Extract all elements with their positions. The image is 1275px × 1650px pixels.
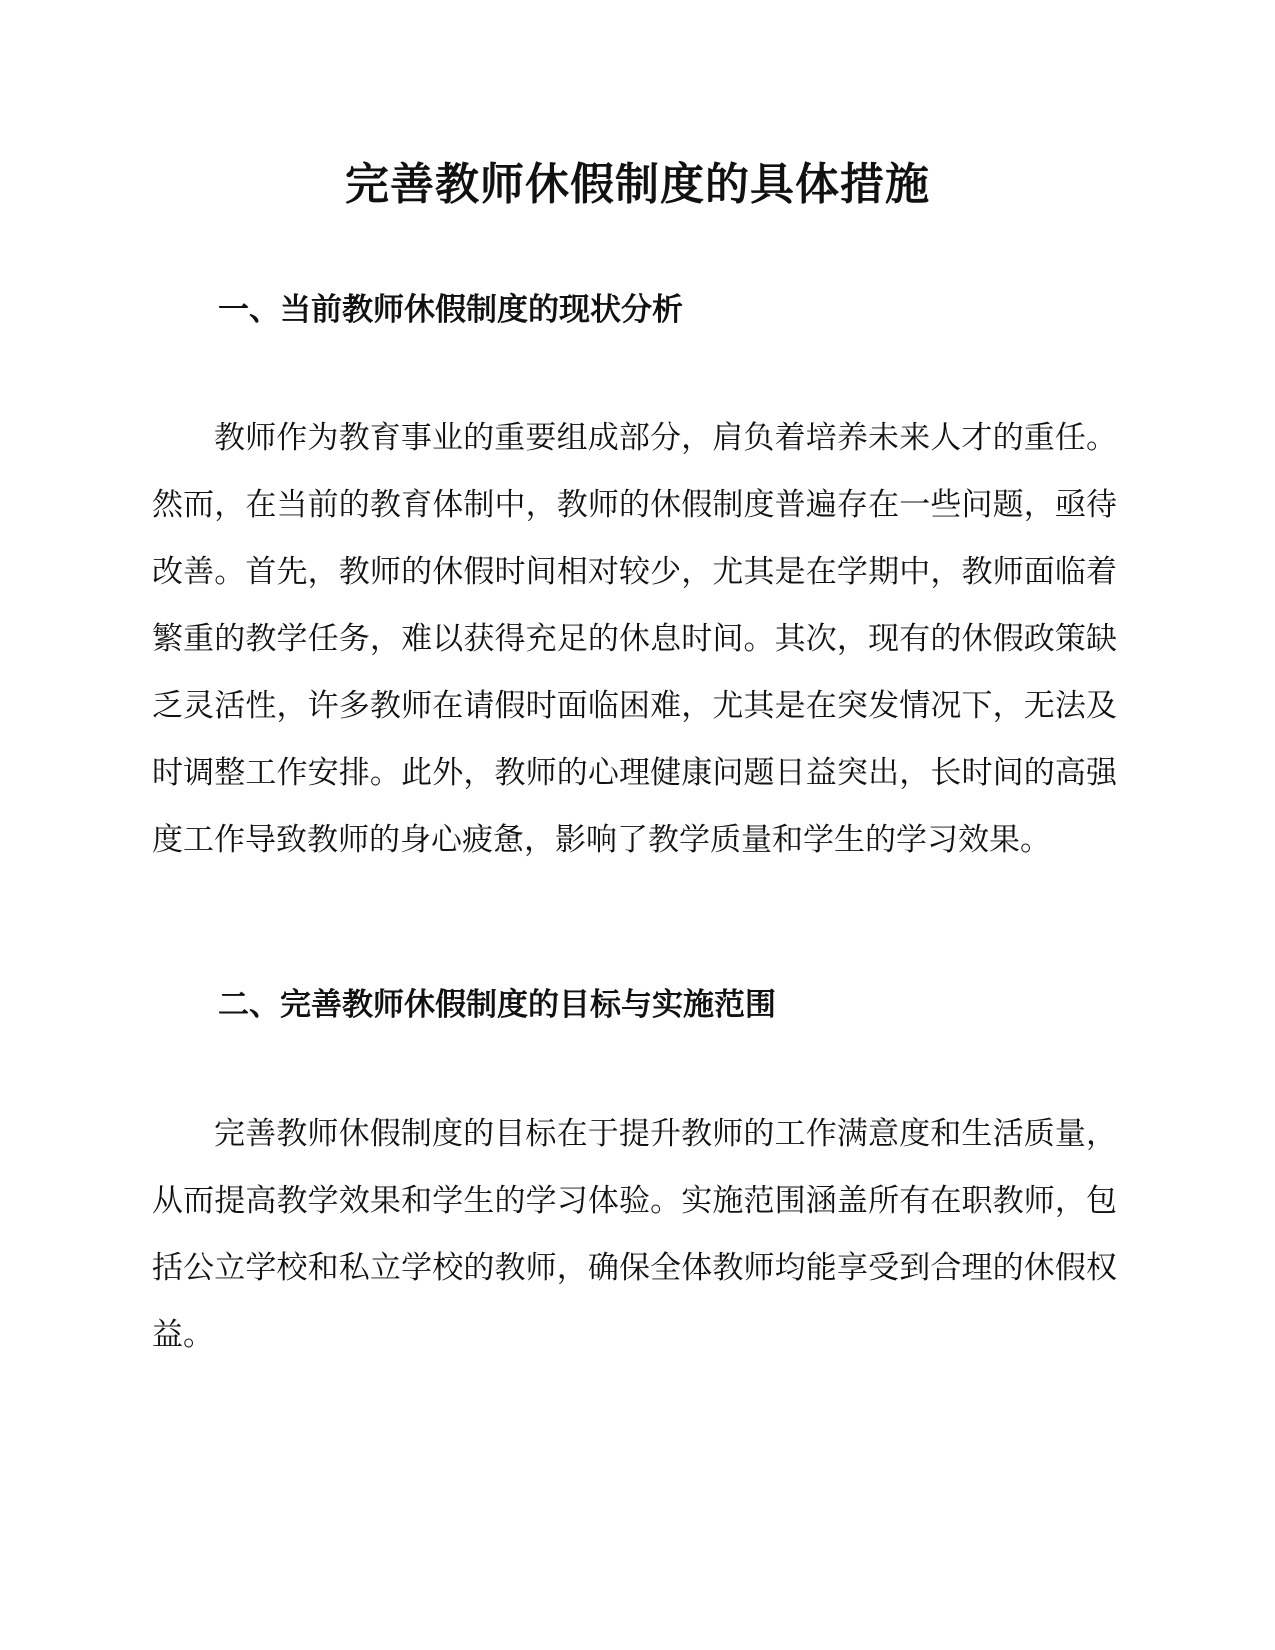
section-2-paragraph: 完善教师休假制度的目标在于提升教师的工作满意度和生活质量，从而提高教学效果和学生的学习体验。实施范围涵盖所有在职教师，包括公立学校和私立学校的教师，确保全体教师均能享受到合理的休假权益。 <box>152 1116 1117 1353</box>
section-2-heading: 二、完善教师休假制度的目标与实施范围 <box>218 987 776 1023</box>
document-title: 完善教师休假制度的具体措施 <box>345 159 930 210</box>
section-1-heading: 一、当前教师休假制度的现状分析 <box>218 292 683 328</box>
section-1-paragraph: 教师作为教育事业的重要组成部分，肩负着培养未来人才的重任。然而，在当前的教育体制中，教师的休假制度普遍存在一些问题，亟待改善。首先，教师的休假时间相对较少，尤其是在学期中，教师面临着繁重的教学任务，难以获得充足的休息时间。其次，现有的休假政策缺乏灵活性，许多教师在请假时面临困难，尤其是在突发情况下，无法及时调整工作安排。此外，教师的心理健康问题日益突出，长时间的高强度工作导致教师的身心疲惫，影响了教学质量和学生的学习效果。 <box>152 420 1117 858</box>
